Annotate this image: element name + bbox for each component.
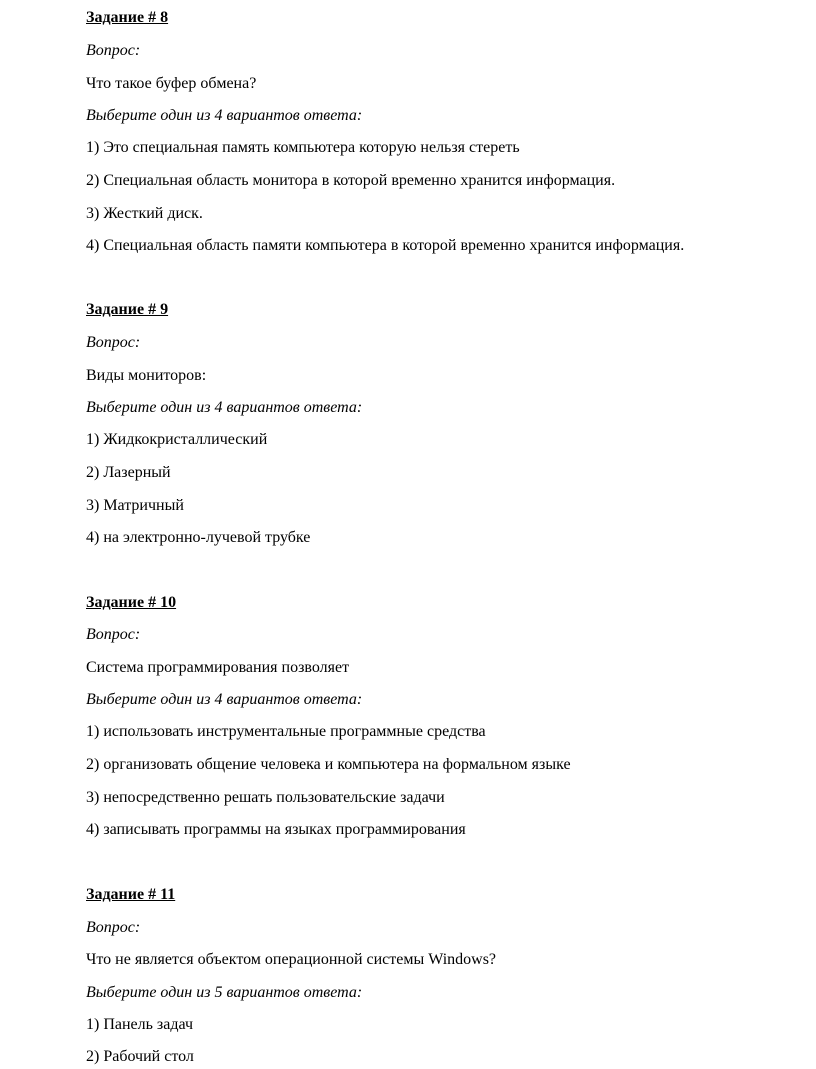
- answer-option: 3) непосредственно решать пользовательские задачи: [86, 789, 445, 806]
- answer-instruction: Выберите один из 5 вариантов ответа:: [86, 984, 363, 1001]
- answer-option: 1) Панель задач: [86, 1016, 193, 1033]
- answer-option: 3) Жесткий диск.: [86, 205, 203, 222]
- question-text: Система программирования позволяет: [86, 659, 350, 676]
- question-text: Что такое буфер обмена?: [86, 75, 257, 92]
- task-title: Задание # 9: [86, 301, 169, 318]
- question-label: Вопрос:: [86, 919, 141, 936]
- answer-instruction: Выберите один из 4 вариантов ответа:: [86, 691, 363, 708]
- answer-option: 1) использовать инструментальные программные средства: [86, 723, 486, 740]
- question-label: Вопрос:: [86, 626, 141, 643]
- answer-option: 2) Рабочий стол: [86, 1048, 194, 1065]
- answer-option: 1) Жидкокристаллический: [86, 431, 268, 448]
- task-title: Задание # 10: [86, 594, 177, 611]
- answer-option: 4) на электронно-лучевой трубке: [86, 529, 311, 546]
- answer-option: 2) Специальная область монитора в которой временно хранится информация.: [86, 172, 616, 189]
- answer-option: 1) Это специальная память компьютера которую нельзя стереть: [86, 139, 520, 156]
- answer-option: 2) Лазерный: [86, 464, 171, 481]
- answer-option: 4) Специальная область памяти компьютера в которой временно хранится информация.: [86, 237, 685, 254]
- task-title: Задание # 11: [86, 886, 176, 903]
- question-label: Вопрос:: [86, 334, 141, 351]
- answer-option: 3) Матричный: [86, 497, 184, 514]
- task-title: Задание # 8: [86, 9, 169, 26]
- answer-option: 4) записывать программы на языках программирования: [86, 821, 466, 838]
- answer-instruction: Выберите один из 4 вариантов ответа:: [86, 107, 363, 124]
- question-text: Виды мониторов:: [86, 367, 207, 384]
- answer-instruction: Выберите один из 4 вариантов ответа:: [86, 399, 363, 416]
- question-text: Что не является объектом операционной системы Windows?: [86, 951, 497, 968]
- question-label: Вопрос:: [86, 42, 141, 59]
- answer-option: 2) организовать общение человека и компьютера на формальном языке: [86, 756, 571, 773]
